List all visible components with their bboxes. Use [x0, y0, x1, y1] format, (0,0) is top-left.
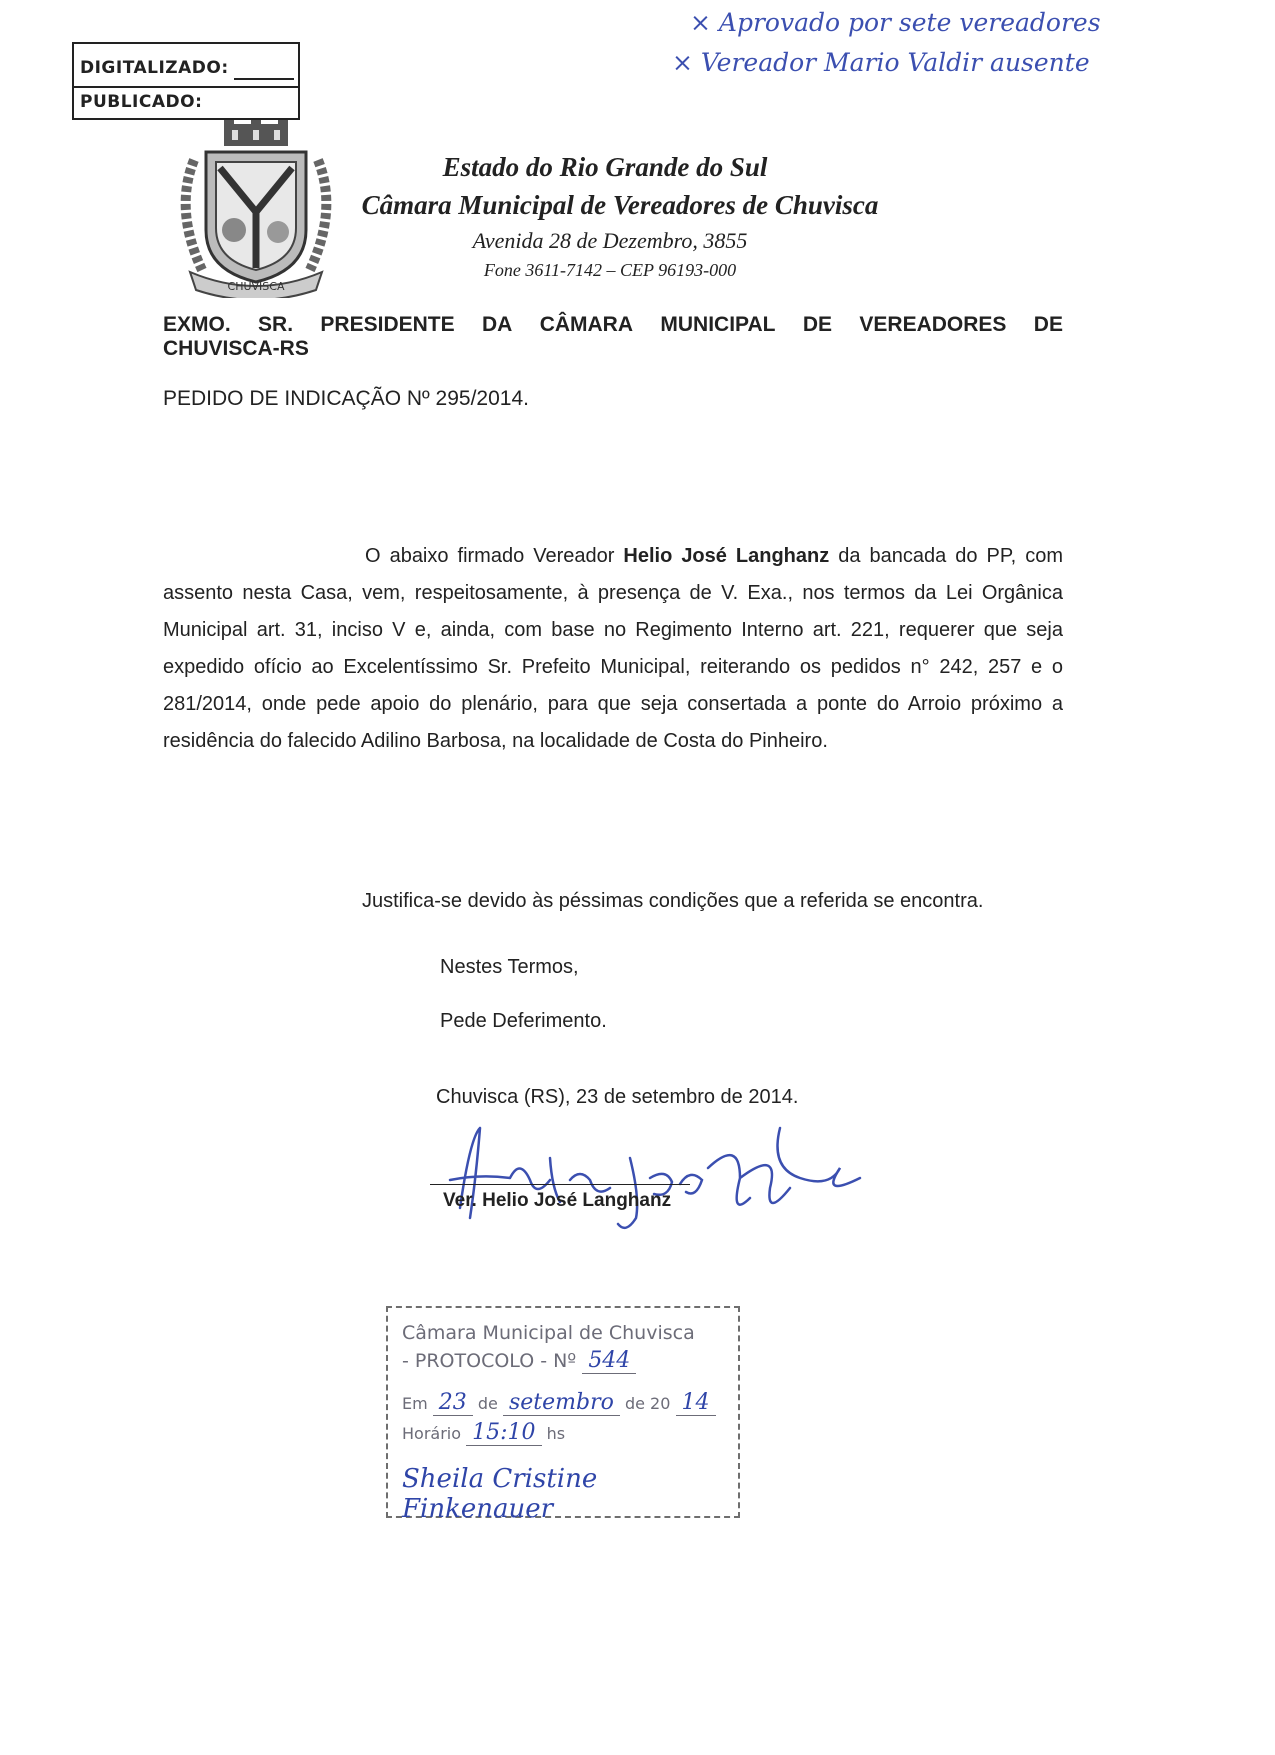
protocol-time-row: [402, 1420, 565, 1446]
addressee-word: EXMO.: [163, 313, 231, 336]
addressee-word: DA: [481, 313, 513, 336]
header-state: Estado do Rio Grande do Sul: [442, 152, 768, 182]
digitalizado-blank-line: [234, 78, 294, 80]
municipal-crest-icon: [172, 120, 340, 298]
signature-icon: [440, 1118, 920, 1238]
protocol-number: 544: [582, 1348, 636, 1374]
request-title: PEDIDO DE INDICAÇÃO Nº 295/2014.: [163, 387, 529, 410]
protocol-date-row: [402, 1390, 716, 1416]
justification: Justifica-se devido às péssimas condições que a referida se encontra.: [362, 890, 984, 912]
header-chamber: Câmara Municipal de Vereadores de Chuvisca: [361, 190, 879, 220]
digitalizado-label: DIGITALIZADO:: [80, 58, 229, 78]
protocol-hs-label: hs: [546, 1424, 566, 1443]
addressee-word: SR.: [258, 313, 294, 336]
main-paragraph: [163, 538, 1063, 760]
protocol-year: 14: [676, 1390, 716, 1416]
stamp-box-divider: [74, 86, 298, 88]
councilor-name: Helio José Langhanz: [623, 545, 830, 567]
signature-line: [430, 1184, 690, 1185]
paragraph-after-name: da bancada do PP, com assento nesta Casa, vem, respeitosamente, à presença de V. Exa., nos termos da Lei Orgânica Municipal art. 31, inciso V e, ainda, com base no Regimento Interno art. 221, requerer que seja expedido ofício ao Excelentíssimo Sr. Prefeito Municipal, reiterando os pedidos n° 242, 257 e o 281/2014, onde pede apoio do plenário, para que seja consertada a ponte do Arroio próximo a residência do falecido Adilino Barbosa, na localidade de Costa do Pinheiro.: [163, 545, 1063, 752]
addressee-word: MUNICIPAL: [660, 313, 776, 336]
protocol-number-label: - PROTOCOLO - Nº: [402, 1350, 577, 1372]
protocol-horario-label: Horário: [402, 1424, 462, 1443]
protocol-clerk-signature: Sheila Cristine Finkenauer: [402, 1464, 598, 1524]
publicado-label: PUBLICADO:: [80, 92, 203, 112]
closing-terms: Nestes Termos,: [440, 956, 579, 978]
handwritten-note-absence: × Vereador Mario Valdir ausente: [672, 48, 1090, 77]
addressee-word: CÂMARA: [539, 313, 634, 336]
addressee-word: VEREADORES: [859, 313, 1007, 336]
protocol-clerk-signature-row: [402, 1464, 738, 1524]
crest-scroll-text: CHUVISCA: [227, 280, 285, 293]
protocol-de-label: de: [477, 1394, 498, 1413]
protocol-em-label: Em: [402, 1394, 428, 1413]
addressee-word: PRESIDENTE: [320, 313, 455, 336]
paragraph-before-name: O abaixo firmado Vereador: [365, 545, 624, 567]
header-phone: Fone 3611-7142 – CEP 96193-000: [483, 260, 737, 280]
protocol-day: 23: [433, 1390, 473, 1416]
protocol-chamber: Câmara Municipal de Chuvisca: [402, 1322, 695, 1344]
protocol-number-row: [402, 1348, 636, 1374]
place-date: Chuvisca (RS), 23 de setembro de 2014.: [436, 1086, 799, 1108]
digitization-stamp-box: [72, 42, 300, 120]
protocol-year-label: de 20: [624, 1394, 671, 1413]
closing-request: Pede Deferimento.: [440, 1010, 607, 1032]
addressee-line1: [163, 313, 1063, 337]
addressee: [163, 313, 1063, 361]
protocol-month: setembro: [503, 1390, 620, 1416]
protocol-time: 15:10: [466, 1420, 541, 1446]
addressee-word: DE: [1033, 313, 1063, 336]
handwritten-note-approval: × Aprovado por sete vereadores: [690, 8, 1101, 37]
protocol-stamp: [386, 1306, 740, 1524]
addressee-line2: CHUVISCA-RS: [163, 337, 309, 360]
signer-name: Ver. Helio José Langhanz: [443, 1190, 672, 1211]
header-address: Avenida 28 de Dezembro, 3855: [472, 228, 748, 253]
addressee-word: DE: [802, 313, 833, 336]
